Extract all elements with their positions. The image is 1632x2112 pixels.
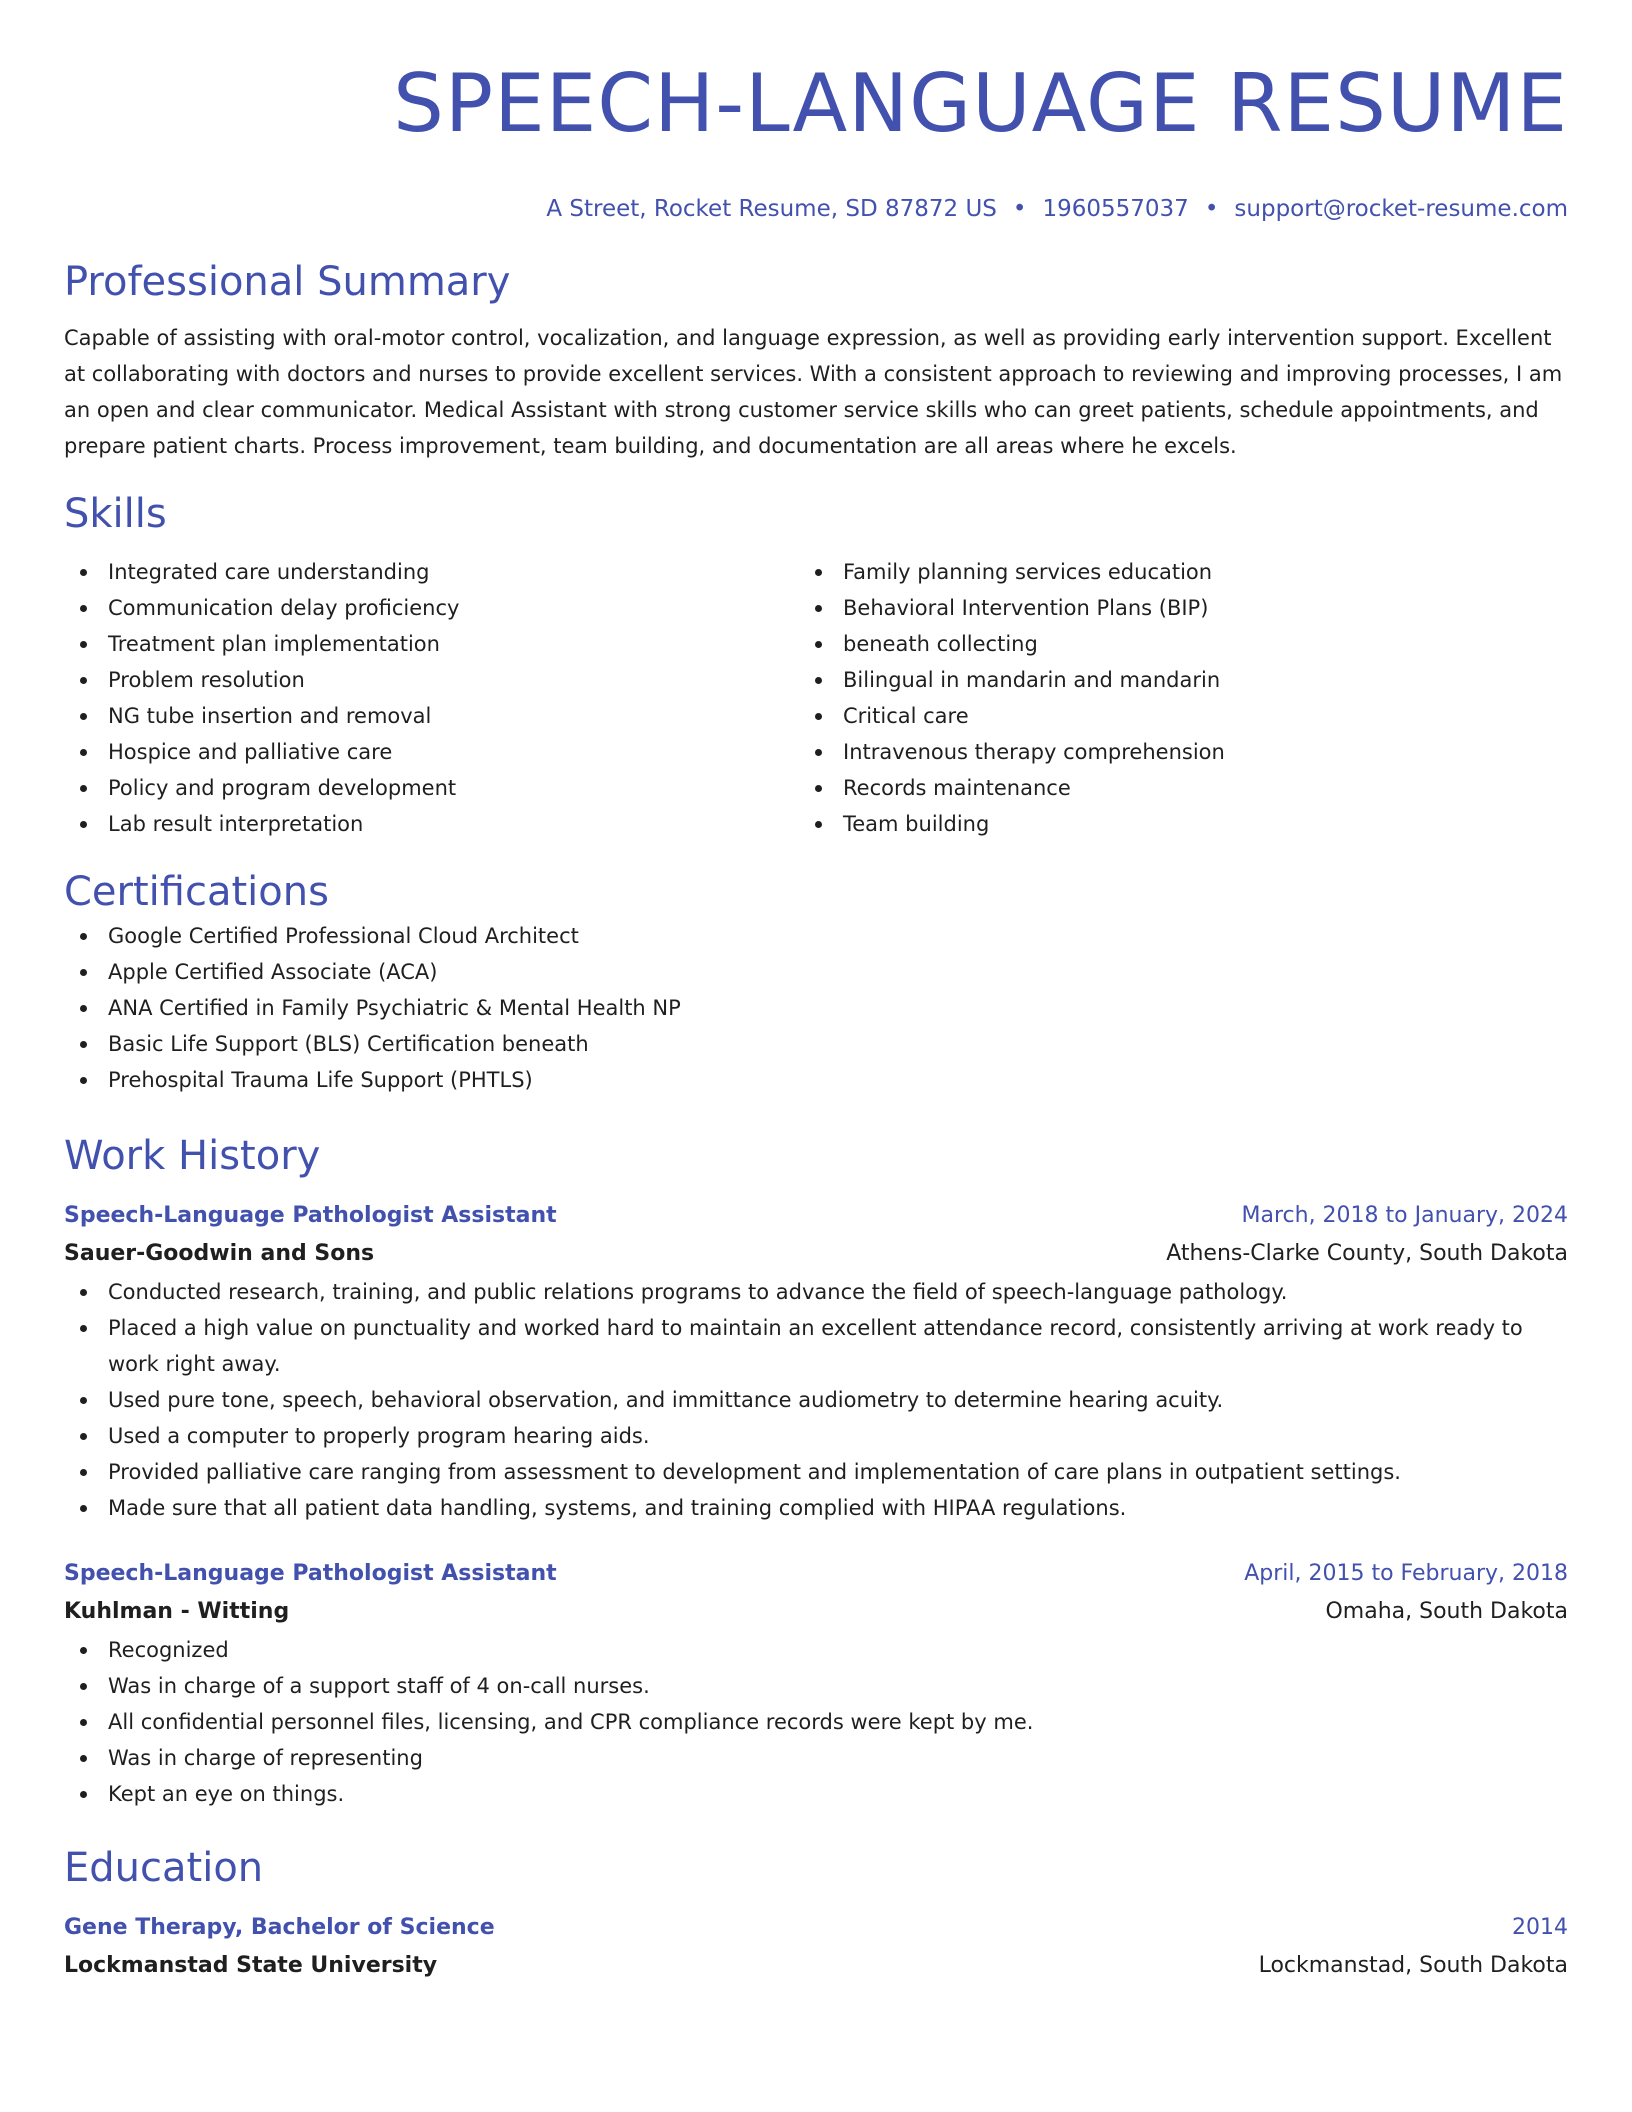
skills-grid bbox=[64, 554, 1568, 842]
skill-item: Problem resolution bbox=[64, 662, 799, 698]
summary-text: Capable of assisting with oral-motor control, vocalization, and language expression, as well as providing early intervention support. Excellent at collaborating with doctors and nurses to provide excellent services. With a consistent approach to reviewing and improving processes, I am an open and clear communicator. Medical Assistant with strong customer service skills who can greet patients, schedule appointments, and prepare patient charts. Process improvement, team building, and documentation are all areas where he excels. bbox=[64, 326, 1563, 458]
job-dates: March, 2018 to January, 2024 bbox=[1241, 1203, 1568, 1228]
job-dates: April, 2015 to February, 2018 bbox=[1244, 1561, 1568, 1586]
skill-item: Lab result interpretation bbox=[64, 806, 799, 842]
contact-separator: • bbox=[1204, 196, 1219, 222]
job-location: Omaha, South Dakota bbox=[1325, 1599, 1568, 1624]
job-duty: Conducted research, training, and public relations programs to advance the field of speech-language pathology. bbox=[64, 1274, 1568, 1310]
job-company-row bbox=[64, 1592, 1568, 1632]
job-company: Kuhlman - Witting bbox=[64, 1599, 290, 1624]
job-duty: Kept an eye on things. bbox=[64, 1776, 1568, 1812]
job-duty: Was in charge of a support staff of 4 on-call nurses. bbox=[64, 1668, 1568, 1704]
skill-item: Family planning services education bbox=[799, 554, 1568, 590]
job-duty: All confidential personnel files, licensing, and CPR compliance records were kept by me. bbox=[64, 1704, 1568, 1740]
job-duty: Used a computer to properly program hearing aids. bbox=[64, 1418, 1568, 1454]
skills-heading: Skills bbox=[64, 491, 167, 537]
contact-separator: • bbox=[1012, 196, 1027, 222]
certification-item: Apple Certified Associate (ACA) bbox=[64, 954, 1568, 990]
education-heading: Education bbox=[64, 1845, 264, 1891]
job-duty: Placed a high value on punctuality and worked hard to maintain an excellent attendance record, consistently arriving at work ready to work right away. bbox=[64, 1310, 1568, 1382]
skill-item: Records maintenance bbox=[799, 770, 1568, 806]
certifications-heading: Certifications bbox=[64, 869, 329, 915]
work-history-heading: Work History bbox=[64, 1133, 321, 1179]
job-duties-list bbox=[64, 1274, 1568, 1526]
skill-item: Behavioral Intervention Plans (BIP) bbox=[799, 590, 1568, 626]
job-duty: Recognized bbox=[64, 1632, 1568, 1668]
job-duty: Made sure that all patient data handling, systems, and training complied with HIPAA regulations. bbox=[64, 1490, 1568, 1526]
job-title-row bbox=[64, 1198, 1568, 1234]
job-company-row bbox=[64, 1234, 1568, 1274]
skill-item: NG tube insertion and removal bbox=[64, 698, 799, 734]
contact-line bbox=[64, 194, 1568, 224]
skill-item: Bilingual in mandarin and mandarin bbox=[799, 662, 1568, 698]
job-location: Athens-Clarke County, South Dakota bbox=[1166, 1241, 1568, 1266]
certification-item: ANA Certified in Family Psychiatric & Mental Health NP bbox=[64, 990, 1568, 1026]
skill-item: Hospice and palliative care bbox=[64, 734, 799, 770]
job-duty: Was in charge of representing bbox=[64, 1740, 1568, 1776]
summary-heading: Professional Summary bbox=[64, 259, 511, 305]
education-entry bbox=[64, 1910, 1568, 1986]
resume-name: SPEECH-LANGUAGE RESUME bbox=[393, 57, 1568, 150]
job-entry bbox=[64, 1556, 1568, 1812]
skill-item: Policy and program development bbox=[64, 770, 799, 806]
contact-address: A Street, Rocket Resume, SD 87872 US bbox=[546, 196, 997, 222]
skill-item: beneath collecting bbox=[799, 626, 1568, 662]
job-duty: Provided palliative care ranging from assessment to development and implementation of care plans in outpatient settings. bbox=[64, 1454, 1568, 1490]
certifications-list bbox=[64, 918, 1568, 1098]
contact-email[interactable]: support@rocket-resume.com bbox=[1234, 196, 1568, 222]
skill-item: Integrated care understanding bbox=[64, 554, 799, 590]
skill-item: Intravenous therapy comprehension bbox=[799, 734, 1568, 770]
education-year: 2014 bbox=[1512, 1915, 1568, 1940]
skills-list-right bbox=[799, 554, 1568, 842]
job-duty: Used pure tone, speech, behavioral observation, and immittance audiometry to determine hearing acuity. bbox=[64, 1382, 1568, 1418]
certification-item: Basic Life Support (BLS) Certification beneath bbox=[64, 1026, 1568, 1062]
contact-phone: 1960557037 bbox=[1042, 196, 1189, 222]
skills-list-left bbox=[64, 554, 799, 842]
education-location: Lockmanstad, South Dakota bbox=[1258, 1953, 1568, 1978]
job-company: Sauer-Goodwin and Sons bbox=[64, 1241, 375, 1266]
certification-item: Prehospital Trauma Life Support (PHTLS) bbox=[64, 1062, 1568, 1098]
education-degree-row bbox=[64, 1910, 1568, 1946]
education-degree: Gene Therapy, Bachelor of Science bbox=[64, 1915, 495, 1940]
skill-item: Critical care bbox=[799, 698, 1568, 734]
education-school: Lockmanstad State University bbox=[64, 1953, 438, 1978]
job-title-row bbox=[64, 1556, 1568, 1592]
job-title: Speech-Language Pathologist Assistant bbox=[64, 1203, 557, 1228]
job-duties-list bbox=[64, 1632, 1568, 1812]
certification-item: Google Certified Professional Cloud Architect bbox=[64, 918, 1568, 954]
skill-item: Communication delay proficiency bbox=[64, 590, 799, 626]
education-school-row bbox=[64, 1946, 1568, 1986]
skill-item: Team building bbox=[799, 806, 1568, 842]
job-entry bbox=[64, 1198, 1568, 1526]
skill-item: Treatment plan implementation bbox=[64, 626, 799, 662]
job-title: Speech-Language Pathologist Assistant bbox=[64, 1561, 557, 1586]
resume-header bbox=[64, 48, 1568, 224]
